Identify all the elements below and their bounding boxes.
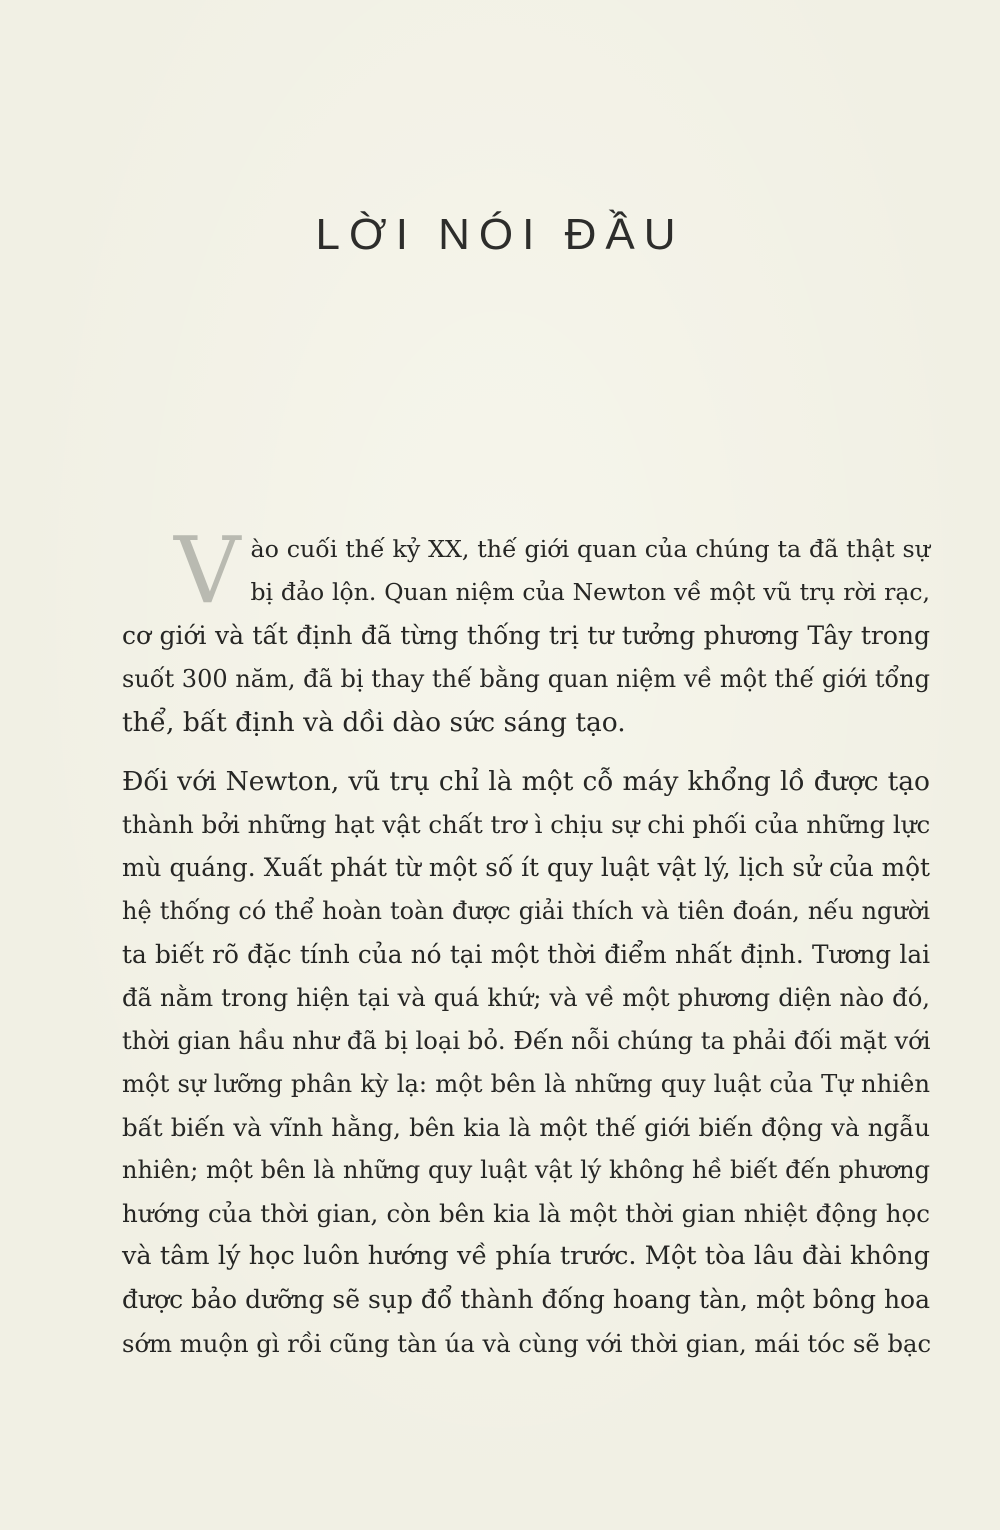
page-title: LỜI NÓI ĐẦU (315, 210, 685, 259)
text-line: cơ giới và tất định đã từng thống trị tư tưởng phương Tây trong (122, 621, 930, 651)
text-line: đã nằm trong hiện tại và quá khứ; và về một phương diện nào đó, (122, 983, 930, 1013)
paragraph-2 (122, 760, 930, 1365)
text-line: bị đảo lộn. Quan niệm của Newton về một vũ trụ rời rạc, (250, 578, 930, 607)
text-line: thể, bất định và dồi dào sức sáng tạo. (122, 706, 626, 738)
text-line: sớm muộn gì rồi cũng tàn úa và cùng với thời gian, mái tóc sẽ bạc (122, 1328, 932, 1358)
text-line: và tâm lý học luôn hướng về phía trước. Một tòa lâu đài không (122, 1241, 930, 1272)
text-line: hướng của thời gian, còn bên kia là một thời gian nhiệt động học (122, 1199, 930, 1229)
text-line: suốt 300 năm, đã bị thay thế bằng quan niệm về một thế giới tổng (122, 664, 930, 693)
text-line: mù quáng. Xuất phát từ một số ít quy luật vật lý, lịch sử của một (122, 853, 930, 883)
text-line: ào cuối thế kỷ XX, thế giới quan của chúng ta đã thật sự (250, 535, 930, 563)
text-line: ta biết rõ đặc tính của nó tại một thời điểm nhất định. Tương lai (122, 939, 930, 969)
text-line: nhiên; một bên là những quy luật vật lý không hề biết đến phương (122, 1155, 930, 1184)
drop-cap: V (174, 517, 241, 624)
text-line: một sự lưỡng phân kỳ lạ: một bên là những quy luật của Tự nhiên (122, 1069, 930, 1099)
paragraph-1 (122, 517, 930, 744)
body-text (122, 517, 932, 1365)
text-line: thời gian hầu như đã bị loại bỏ. Đến nỗi chúng ta phải đối mặt với (122, 1026, 931, 1056)
text-line: bất biến và vĩnh hằng, bên kia là một thế giới biến động và ngẫu (122, 1112, 930, 1142)
text-line: hệ thống có thể hoàn toàn được giải thích và tiên đoán, nếu người (122, 896, 930, 925)
text-line: Đối với Newton, vũ trụ chỉ là một cỗ máy khổng lồ được tạo (122, 766, 930, 798)
text-line: được bảo dưỡng sẽ sụp đổ thành đống hoang tàn, một bông hoa (122, 1285, 930, 1315)
text-line: thành bởi những hạt vật chất trơ ì chịu sự chi phối của những lực (122, 810, 931, 840)
